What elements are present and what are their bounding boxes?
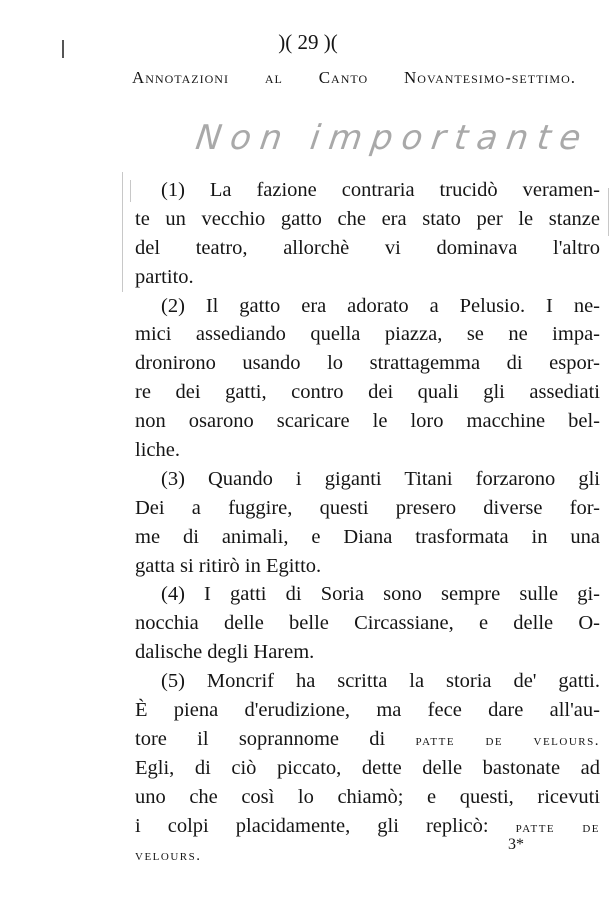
line-text: dronirono usando lo strattagemma di espor- xyxy=(135,352,600,375)
text-line xyxy=(135,523,600,552)
page-number: )( 29 )( xyxy=(278,30,338,54)
handwritten-note: Non importante xyxy=(193,118,593,158)
small-caps-text: velours. xyxy=(135,848,202,865)
signature-mark: 3* xyxy=(508,836,524,853)
text-line xyxy=(135,349,600,378)
line-text: del teatro, allorchè vi dominava l'altro xyxy=(135,236,600,259)
text-line xyxy=(135,725,600,754)
line-text: te un vecchio gatto che era stato per le stanze xyxy=(135,207,600,230)
text-line xyxy=(135,812,600,841)
line-text: re dei gatti, contro dei quali gli assediati xyxy=(135,381,600,404)
line-text: (5) Moncrif ha scritta la storia de' gatti. xyxy=(161,670,600,693)
line-text: tore il soprannome di xyxy=(135,727,416,750)
line-text: liche. xyxy=(135,439,180,462)
text-line xyxy=(135,205,600,234)
line-text: uno che così lo chiamò; e questi, ricevuti xyxy=(135,785,600,808)
small-caps-text: patte de velours. xyxy=(415,732,600,749)
text-line xyxy=(135,696,600,725)
small-caps-text: patte de xyxy=(515,819,600,836)
line-text: me di animali, e Diana trasformata in una xyxy=(135,525,600,548)
text-line xyxy=(135,176,600,205)
line-text: Dei a fuggire, questi presero diverse for- xyxy=(135,496,600,519)
line-text: (1) La fazione contraria trucidò veramen- xyxy=(161,179,600,201)
margin-pencil-mark-left xyxy=(122,172,123,292)
margin-pencil-mark-left-2 xyxy=(130,180,131,202)
line-text: (2) Il gatto era adorato a Pelusio. I ne- xyxy=(161,294,600,317)
line-text: non osarono scaricare le loro macchine bel- xyxy=(135,410,600,433)
text-line xyxy=(135,465,600,494)
text-line xyxy=(135,292,600,321)
section-title: Annotazioni al Canto Novantesimo-settimo. xyxy=(132,68,576,87)
text-line xyxy=(135,436,600,465)
text-line xyxy=(135,609,600,638)
page-edge-mark xyxy=(62,40,64,58)
text-line xyxy=(135,840,600,869)
text-line xyxy=(135,320,600,349)
text-line xyxy=(135,580,600,609)
text-line xyxy=(135,234,600,263)
line-text: i colpi placidamente, gli replicò: xyxy=(135,814,516,837)
line-text: È piena d'erudizione, ma fece dare all'au- xyxy=(135,699,600,722)
line-text: gatta si ritirò in Egitto. xyxy=(135,554,322,577)
text-line xyxy=(135,783,600,812)
text-line xyxy=(135,667,600,696)
text-line xyxy=(135,552,600,581)
annotation-text xyxy=(135,176,600,869)
line-text: Egli, di ciò piccato, dette delle bastonate ad xyxy=(135,756,600,779)
line-text: partito. xyxy=(135,265,194,288)
text-line xyxy=(135,638,600,667)
text-line xyxy=(135,378,600,407)
margin-pencil-mark-right xyxy=(608,188,609,236)
text-line xyxy=(135,407,600,436)
line-text: (4) I gatti di Soria sono sempre sulle gi- xyxy=(161,583,600,606)
line-text: (3) Quando i giganti Titani forzarono gli xyxy=(161,467,600,490)
text-line xyxy=(135,754,600,783)
line-text: dalische degli Harem. xyxy=(135,641,315,664)
text-line xyxy=(135,263,600,292)
line-text: nocchia delle belle Circassiane, e delle O- xyxy=(135,612,600,635)
line-text: mici assediando quella piazza, se ne impa- xyxy=(135,323,600,346)
text-line xyxy=(135,494,600,523)
